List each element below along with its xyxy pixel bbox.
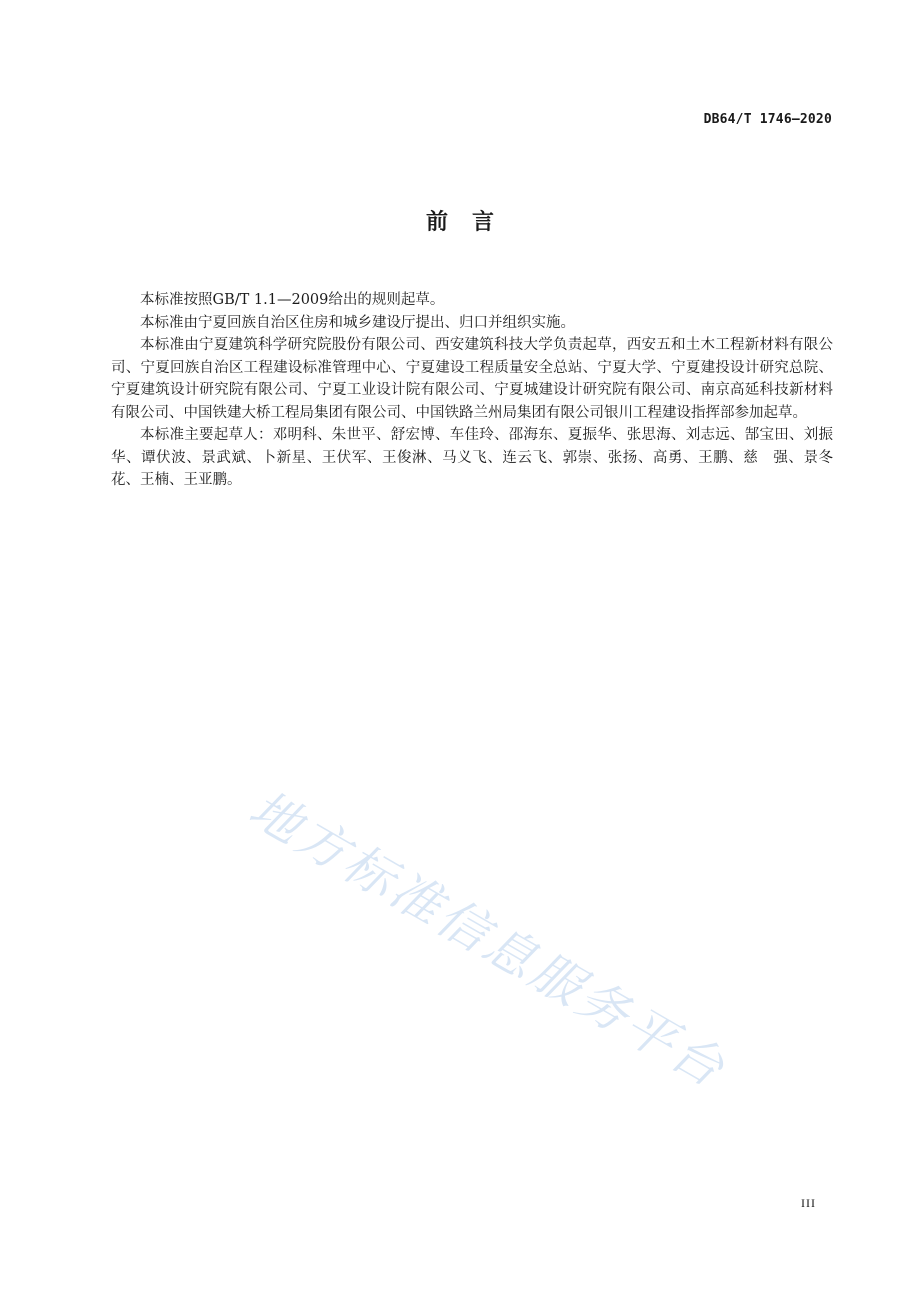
paragraph-proposer: 本标准由宁夏回族自治区住房和城乡建设厅提出、归口并组织实施。 — [140, 314, 575, 331]
paragraph-drafting-rules: 本标准按照GB/T 1.1—2009给出的规则起草。 — [140, 292, 445, 308]
watermark: 地方标准信息服务平台 — [239, 779, 737, 1100]
paragraph-drafting-units: 本标准由宁夏建筑科学研究院股份有限公司、西安建筑科技大学负责起草，西安五和土木工程新材料有限公司、宁夏回族自治区工程建设标准管理中心、宁夏建设工程质量安全总站、宁夏大学、宁夏建投设计研究总院、宁夏建筑设计研究院有限公司、宁夏工业设计院有限公司、宁夏城建设计研究院有限公司、南京高延科技新材料有限公司、中国铁建大桥工程局集团有限公司、中国铁路兰州局集团有限公司银川工程建设指挥部参加起草。 — [111, 337, 833, 421]
page-title: 前言 — [425, 210, 518, 235]
paragraph-main-drafters: 本标准主要起草人：邓明科、朱世平、舒宏博、车佳玲、邵海东、夏振华、张思海、刘志远、郜宝田、刘振华、谭伏波、景武斌、卜新星、王伏军、王俊淋、马义飞、连云飞、郭崇、张扬、高勇、王鹏、慈 强、景冬花、王楠、王亚鹏。 — [111, 427, 833, 488]
foreword-body — [111, 289, 833, 492]
page-number: III — [801, 1196, 816, 1210]
document-number: DB64/T 1746—2020 — [703, 112, 832, 127]
